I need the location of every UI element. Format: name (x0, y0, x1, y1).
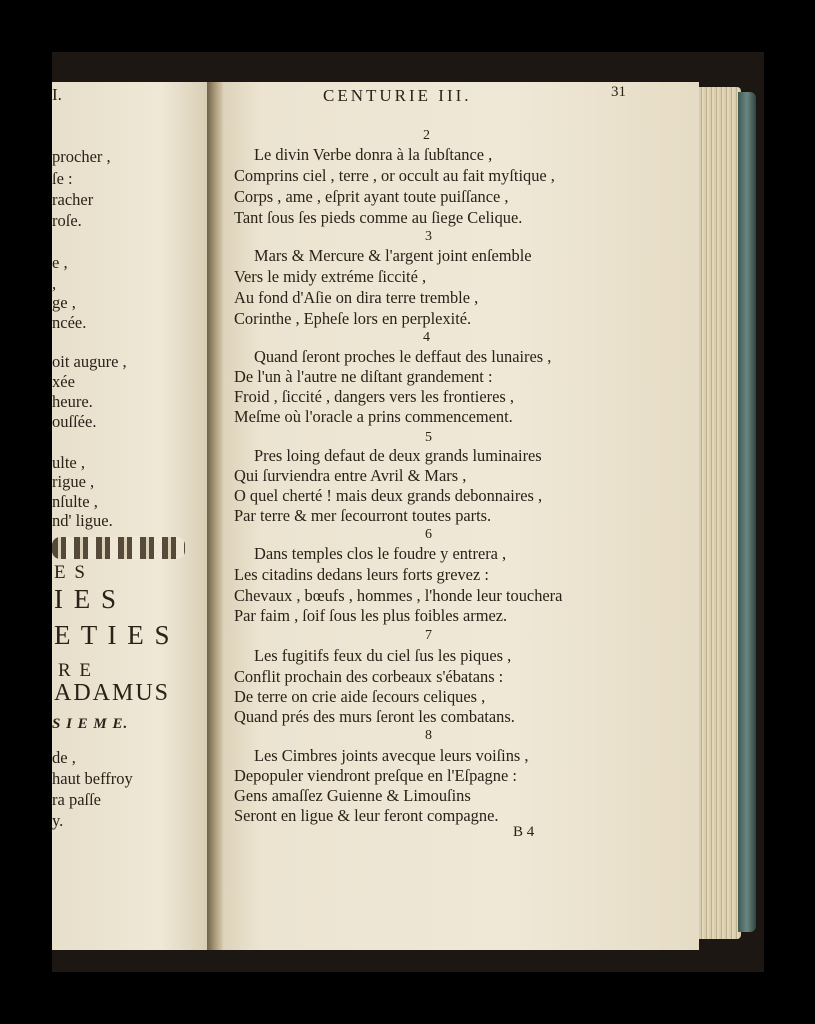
left-line: nſulte , (52, 492, 98, 511)
left-line: roſe. (52, 211, 82, 230)
left-line: ouſſée. (52, 412, 97, 431)
verse-line: Seront en ligue & leur feront compagne. (234, 806, 499, 825)
left-line: oit augure , (52, 352, 127, 371)
verse-line: Quand ſeront proches le deffaut des lunaires , (254, 347, 552, 366)
book-gutter (207, 82, 223, 950)
left-line: ra paſſe (52, 790, 102, 809)
left-title-line: E T I E S (54, 620, 172, 650)
left-line: nd' ligue. (52, 511, 113, 530)
left-page (52, 82, 209, 950)
verse-line: Meſme où l'oracle a prins commencement. (234, 407, 513, 426)
verse-line: De terre on crie aide ſecours celiques , (234, 687, 486, 706)
verse-line: Les fugitifs feux du ciel ſus les piques , (254, 646, 512, 665)
verse-line: O quel cherté ! mais deux grands debonnaires , (234, 486, 543, 505)
verse-line: Quand prés des murs ſeront les combatans. (234, 707, 515, 726)
quatrain-number: 8 (425, 728, 432, 743)
verse-line: Vers le midy extréme ſiccité , (234, 267, 427, 286)
verse-line: Les Cimbres joints avecque leurs voiſins , (254, 746, 529, 765)
left-line: ncée. (52, 313, 87, 332)
left-line: ulte , (52, 453, 85, 472)
left-line: de , (52, 748, 76, 767)
verse-line: Froid , ſiccité , dangers vers les frontieres , (234, 387, 514, 406)
left-line: rigue , (52, 472, 95, 491)
verse-line: Depopuler viendront preſque en l'Eſpagne : (234, 766, 517, 785)
verse-line: Conflit prochain des corbeaux s'ébatans : (234, 667, 504, 686)
verse-line: Gens amaſſez Guienne & Limouſins (234, 786, 471, 805)
left-line: ſe : (52, 169, 73, 188)
left-title-line: ADAMUS (54, 680, 171, 706)
quatrain-number: 7 (425, 628, 432, 643)
verse-line: Chevaux , bœufs , hommes , l'honde leur touchera (234, 586, 563, 605)
verse-line: Comprins ciel , terre , or occult au fait myſtique , (234, 166, 555, 185)
verse-line: De l'un à l'autre ne diſtant grandement : (234, 367, 493, 386)
quatrain-number: 5 (425, 430, 432, 445)
left-line: ge , (52, 293, 76, 312)
left-title-line: S I E M E. (52, 716, 129, 732)
verse-line: Qui ſurviendra entre Avril & Mars , (234, 466, 467, 485)
verse-line: Par terre & mer ſecourront toutes parts. (234, 506, 492, 525)
verse-line: Mars & Mercure & l'argent joint enſemble (254, 246, 532, 265)
page-edges (699, 87, 741, 939)
page-number: 31 (611, 84, 626, 100)
signature-mark: B 4 (513, 824, 535, 840)
book-cover-edge (738, 92, 756, 932)
left-page-header: I. (52, 85, 62, 104)
left-line: xée (52, 372, 75, 391)
running-head: CENTURIE III. (323, 86, 472, 105)
left-line: racher (52, 190, 94, 209)
quatrain-number: 4 (423, 330, 430, 345)
quatrain-number: 6 (425, 527, 432, 542)
left-line: y. (52, 811, 64, 830)
verse-line: Corinthe , Epheſe lors en perplexité. (234, 309, 472, 328)
verse-line: Dans temples clos le foudre y entrera , (254, 544, 507, 563)
left-line: procher , (52, 147, 111, 166)
left-line: e , (52, 253, 68, 272)
right-page (223, 82, 699, 950)
quatrain-number: 2 (423, 128, 430, 143)
verse-line: Les citadins dedans leurs forts grevez : (234, 565, 489, 584)
verse-line: Pres loing defaut de deux grands luminaires (254, 446, 542, 465)
left-title-line: I E S (54, 584, 118, 614)
verse-line: Au fond d'Aſie on dira terre tremble , (234, 288, 479, 307)
left-line: haut beffroy (52, 769, 133, 788)
book-scan (52, 52, 764, 972)
verse-line: Le divin Verbe donra à la ſubſtance , (254, 145, 493, 164)
quatrain-number: 3 (425, 229, 432, 244)
left-line: , (52, 274, 57, 293)
ornament-band (52, 537, 185, 559)
left-title-line: E S (54, 562, 87, 583)
left-line: heure. (52, 392, 93, 411)
left-title-line: R E (58, 660, 94, 681)
verse-line: Corps , ame , eſprit ayant toute puiſſance , (234, 187, 509, 206)
verse-line: Tant ſous ſes pieds comme au ſiege Celique. (234, 208, 523, 227)
verse-line: Par faim , ſoif ſous les plus foibles armez. (234, 606, 508, 625)
